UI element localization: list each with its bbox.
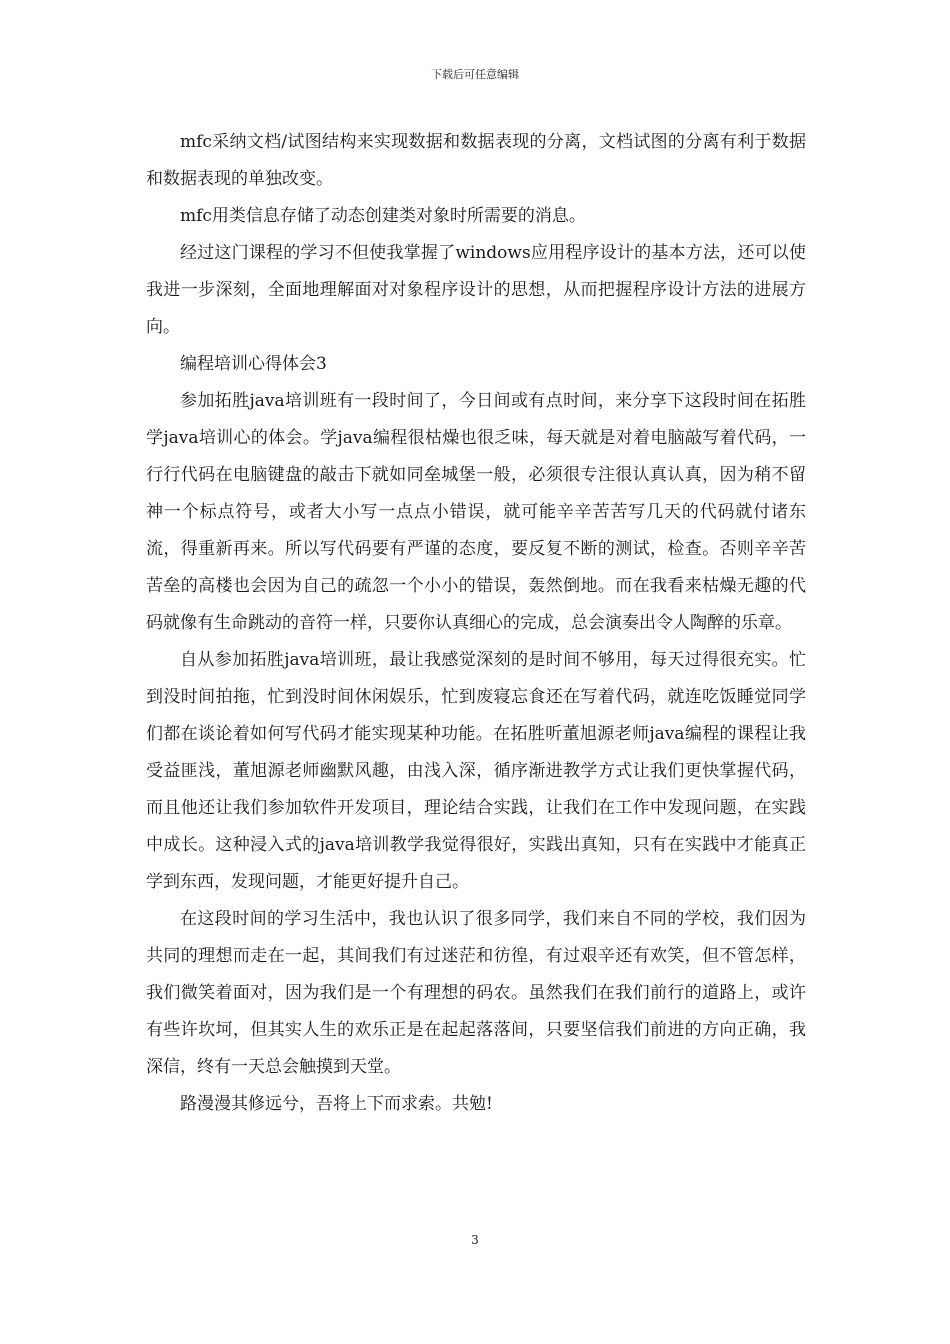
paragraph-mfc-doc-view: mfc采纳文档/试图结构来实现数据和数据表现的分离，文档试图的分离有利于数据和数据表现的单独改变。 — [146, 132, 806, 189]
paragraph-closing: 路漫漫其修远兮，吾将上下而求索。共勉! — [180, 1094, 493, 1114]
document-body — [146, 124, 806, 1123]
paragraph-java-training: 参加拓胜java培训班有一段时间了，今日间或有点时间，来分享下这段时间在拓胜学java培训心的体会。学java编程很枯燥也很乏味，每天就是对着电脑敲写着代码，一行行代码在电脑键盘的敲击下就如同垒城堡一般，必须很专注很认真认真，因为稍不留神一个标点符号，或者大小写一点点小错误，就可能辛辛苦苦写几天的代码就付诸东流，得重新再来。所以写代码要有严谨的态度，要反复不断的测试，检查。否则辛辛苦苦垒的高楼也会因为自己的疏忽一个小小的错误，轰然倒地。而在我看来枯燥无趣的代码就像有生命跳动的音符一样，只要你认真细心的完成，总会演奏出令人陶醉的乐章。 — [146, 391, 806, 633]
section-heading: 编程培训心得体会3 — [180, 354, 327, 374]
paragraph-course-summary: 经过这门课程的学习不但使我掌握了windows应用程序设计的基本方法，还可以使我进一步深刻，全面地理解面对对象程序设计的思想，从而把握程序设计方法的进展方向。 — [146, 243, 806, 337]
paragraph-mfc-class-info: mfc用类信息存储了动态创建类对象时所需要的消息。 — [180, 206, 586, 226]
page-header: 下载后可任意编辑 — [431, 68, 519, 81]
page-number: 3 — [471, 1233, 479, 1247]
paragraph-time-busy: 自从参加拓胜java培训班，最让我感觉深刻的是时间不够用，每天过得很充实。忙到没时间拍拖，忙到没时间休闲娱乐，忙到废寝忘食还在写着代码，就连吃饭睡觉同学们都在谈论着如何写代码才能实现某种功能。在拓胜听董旭源老师java编程的课程让我受益匪浅，董旭源老师幽默风趣，由浅入深，循序渐进教学方式让我们更快掌握代码，而且他还让我们参加软件开发项目，理论结合实践，让我们在工作中发现问题，在实践中成长。这种浸入式的java培训教学我觉得很好，实践出真知，只有在实践中才能真正学到东西，发现问题，才能更好提升自己。 — [146, 650, 806, 892]
paragraph-classmates: 在这段时间的学习生活中，我也认识了很多同学，我们来自不同的学校，我们因为共同的理想而走在一起，其间我们有过迷茫和彷徨，有过艰辛还有欢笑，但不管怎样，我们微笑着面对，因为我们是一个有理想的码农。虽然我们在我们前行的道路上，或许有些许坎坷，但其实人生的欢乐正是在起起落落间，只要坚信我们前进的方向正确，我深信，终有一天总会触摸到天堂。 — [146, 909, 806, 1077]
